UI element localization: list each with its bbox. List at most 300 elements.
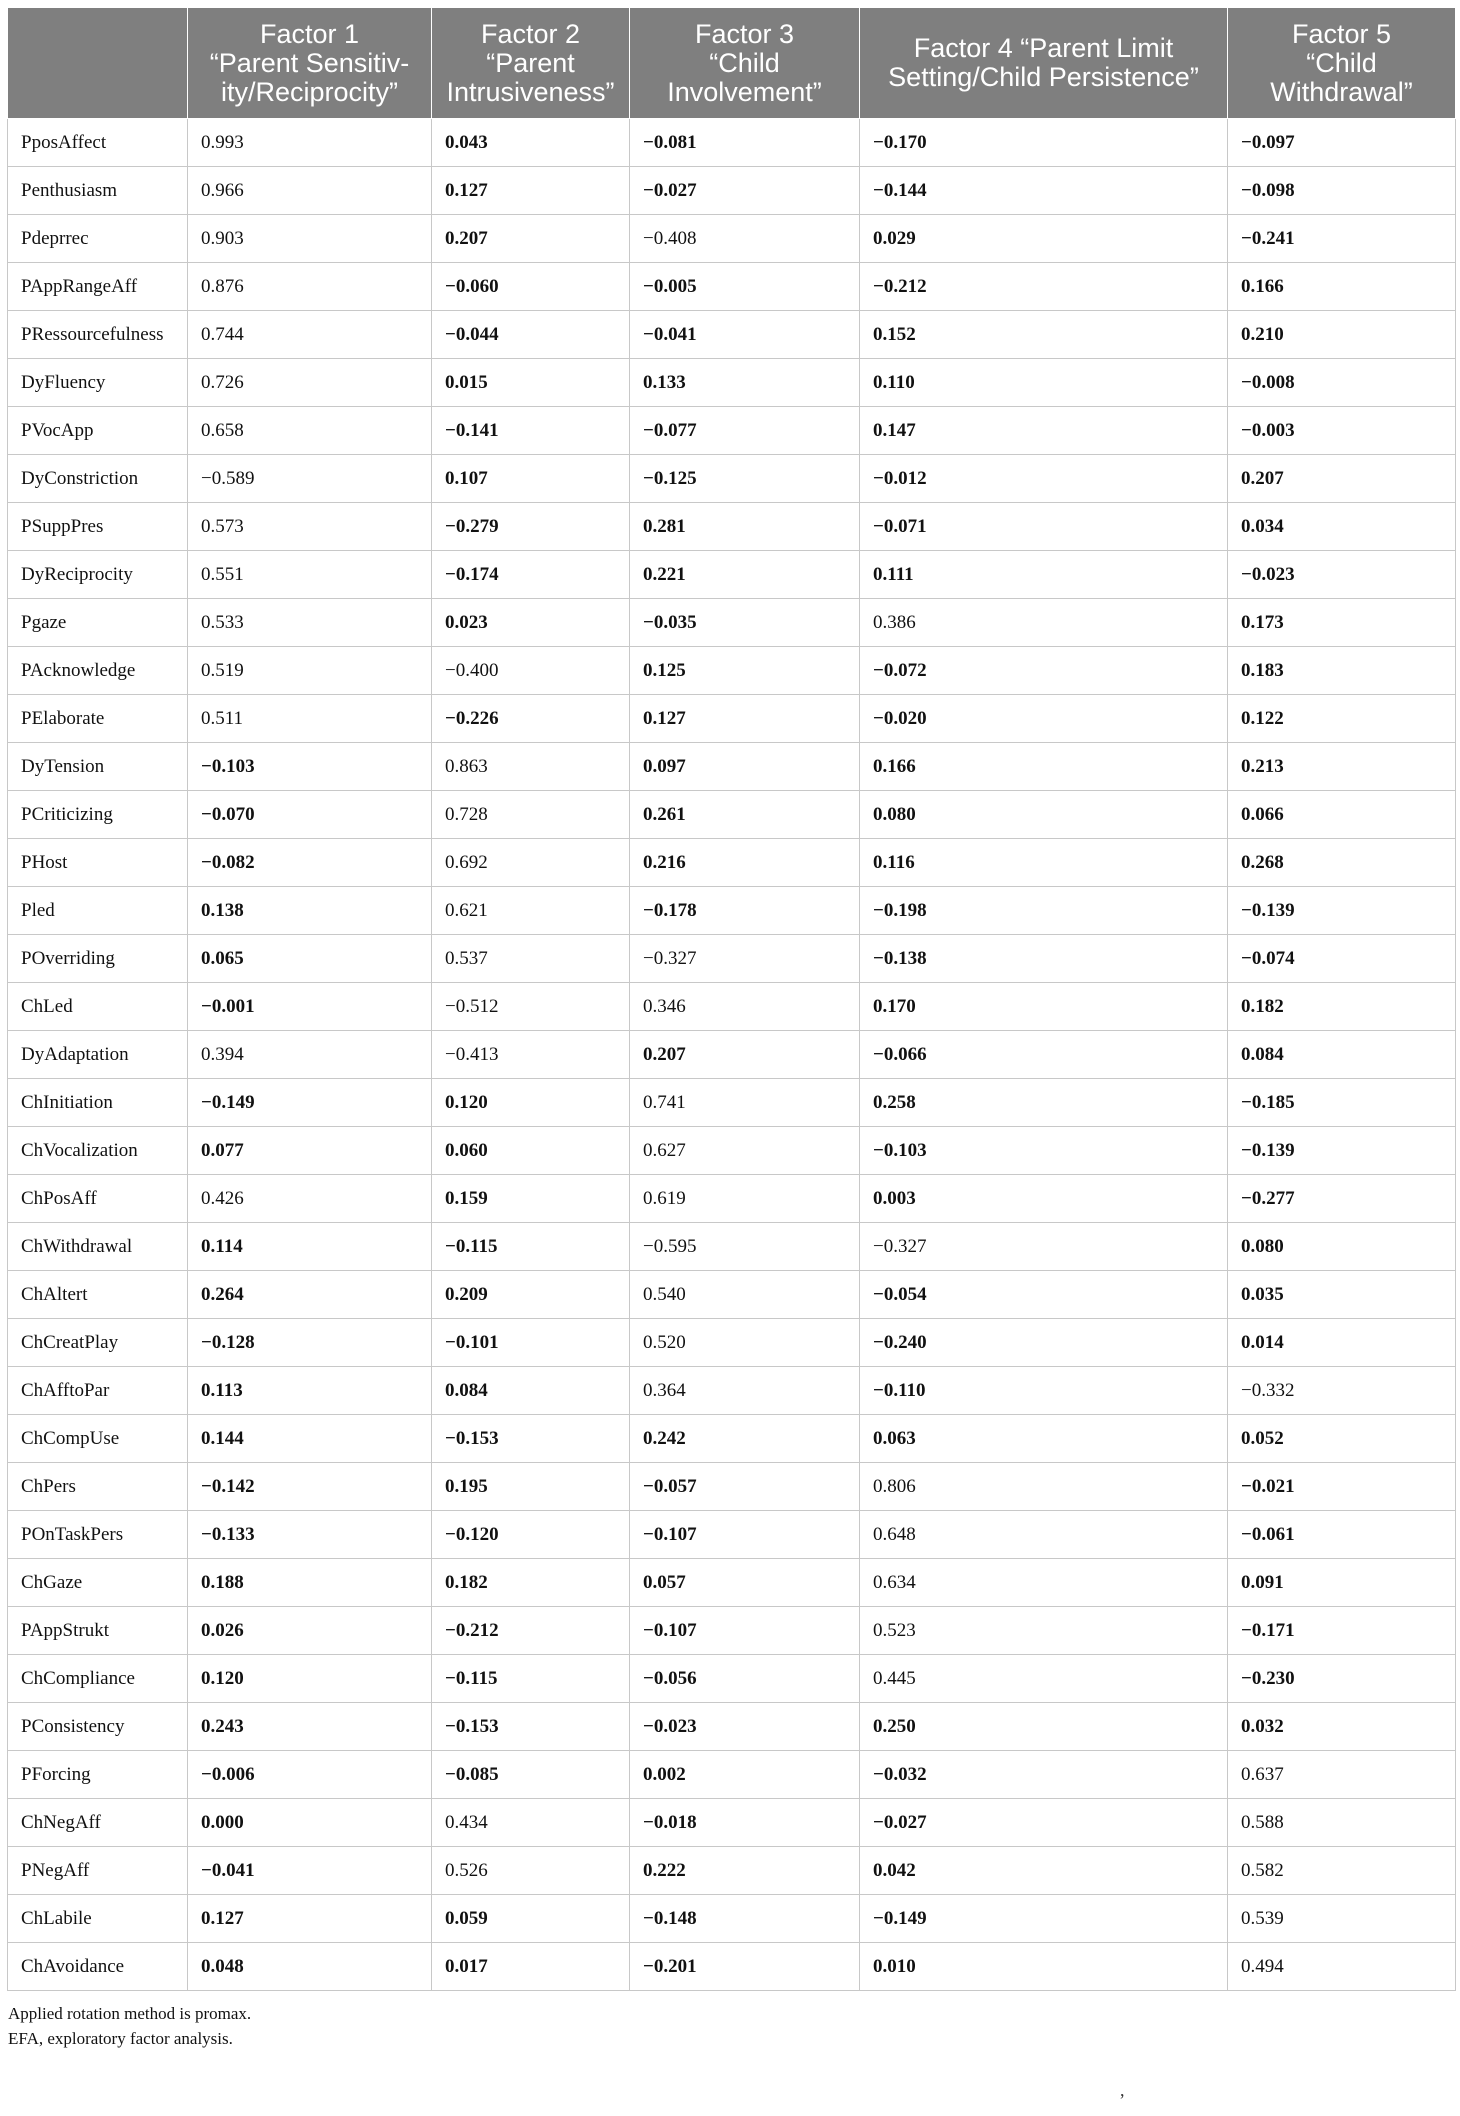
variable-label: ChVocalization (8, 1127, 188, 1175)
loading-cell-factor-3: 0.127 (630, 695, 860, 743)
loading-cell-factor-1: 0.903 (188, 215, 432, 263)
loading-cell-factor-1: 0.519 (188, 647, 432, 695)
loading-cell-factor-3: −0.107 (630, 1511, 860, 1559)
variable-label: ChLabile (8, 1895, 188, 1943)
loading-cell-factor-3: −0.035 (630, 599, 860, 647)
loading-cell-factor-3: 0.242 (630, 1415, 860, 1463)
loading-cell-factor-5: −0.098 (1228, 167, 1456, 215)
loading-cell-factor-4: 0.003 (860, 1175, 1228, 1223)
variable-label: PAppRangeAff (8, 263, 188, 311)
table-row (8, 455, 1456, 503)
header-line: Factor 1 (259, 18, 360, 49)
variable-label: ChInitiation (8, 1079, 188, 1127)
table-row (8, 503, 1456, 551)
variable-label: PCriticizing (8, 791, 188, 839)
loading-cell-factor-1: −0.128 (188, 1319, 432, 1367)
variable-label: ChWithdrawal (8, 1223, 188, 1271)
variable-label: DyReciprocity (8, 551, 188, 599)
table-row (8, 1319, 1456, 1367)
variable-label: PAcknowledge (8, 647, 188, 695)
header-line: Withdrawal” (1270, 76, 1413, 107)
loading-cell-factor-2: 0.863 (432, 743, 630, 791)
header-line: Factor 4 “Parent Limit (913, 33, 1174, 63)
loading-cell-factor-1: −0.149 (188, 1079, 432, 1127)
loading-cell-factor-5: 0.052 (1228, 1415, 1456, 1463)
loading-cell-factor-4: −0.032 (860, 1751, 1228, 1799)
loading-cell-factor-3: −0.018 (630, 1799, 860, 1847)
table-row (8, 263, 1456, 311)
loading-cell-factor-4: 0.010 (860, 1943, 1228, 1991)
loading-cell-factor-2: −0.115 (432, 1223, 630, 1271)
loading-cell-factor-3: 0.281 (630, 503, 860, 551)
table-row (8, 935, 1456, 983)
loading-cell-factor-4: −0.072 (860, 647, 1228, 695)
loading-cell-factor-3: 0.627 (630, 1127, 860, 1175)
variable-label: PSuppPres (8, 503, 188, 551)
loading-cell-factor-3: −0.027 (630, 167, 860, 215)
header-cell-variable (8, 8, 188, 119)
loading-cell-factor-4: 0.080 (860, 791, 1228, 839)
loading-cell-factor-1: 0.144 (188, 1415, 432, 1463)
loading-cell-factor-4: 0.170 (860, 983, 1228, 1031)
loading-cell-factor-3: 0.125 (630, 647, 860, 695)
table-row (8, 119, 1456, 167)
variable-label: DyTension (8, 743, 188, 791)
loading-cell-factor-5: 0.066 (1228, 791, 1456, 839)
loading-cell-factor-3: 0.619 (630, 1175, 860, 1223)
loading-cell-factor-2: 0.159 (432, 1175, 630, 1223)
loading-cell-factor-5: −0.008 (1228, 359, 1456, 407)
loading-cell-factor-5: 0.034 (1228, 503, 1456, 551)
loading-cell-factor-2: −0.279 (432, 503, 630, 551)
loading-cell-factor-1: 0.000 (188, 1799, 432, 1847)
loading-cell-factor-3: 0.222 (630, 1847, 860, 1895)
table-row (8, 407, 1456, 455)
loading-cell-factor-2: −0.400 (432, 647, 630, 695)
loading-cell-factor-4: 0.029 (860, 215, 1228, 263)
loading-cell-factor-5: 0.166 (1228, 263, 1456, 311)
loading-cell-factor-3: −0.178 (630, 887, 860, 935)
table-row (8, 743, 1456, 791)
table-row (8, 1559, 1456, 1607)
loading-cell-factor-1: 0.426 (188, 1175, 432, 1223)
loading-cell-factor-1: 0.993 (188, 119, 432, 167)
loading-cell-factor-2: −0.141 (432, 407, 630, 455)
loading-cell-factor-2: 0.434 (432, 1799, 630, 1847)
loading-cell-factor-4: 0.258 (860, 1079, 1228, 1127)
table-row (8, 1079, 1456, 1127)
loading-cell-factor-2: 0.209 (432, 1271, 630, 1319)
loading-cell-factor-1: −0.070 (188, 791, 432, 839)
loading-cell-factor-1: 0.120 (188, 1655, 432, 1703)
loading-cell-factor-2: 0.120 (432, 1079, 630, 1127)
table-row (8, 887, 1456, 935)
header-cell-factor-2 (432, 8, 630, 119)
table-row (8, 1415, 1456, 1463)
loading-cell-factor-5: −0.061 (1228, 1511, 1456, 1559)
loading-cell-factor-4: 0.634 (860, 1559, 1228, 1607)
header-line: “Child (1306, 47, 1377, 78)
variable-label: POnTaskPers (8, 1511, 188, 1559)
table-row (8, 1943, 1456, 1991)
variable-label: PNegAff (8, 1847, 188, 1895)
table-row (8, 1607, 1456, 1655)
loading-cell-factor-4: 0.648 (860, 1511, 1228, 1559)
header-line: Factor 3 (694, 18, 795, 49)
loading-cell-factor-4: −0.212 (860, 263, 1228, 311)
loading-cell-factor-5: 0.032 (1228, 1703, 1456, 1751)
loading-cell-factor-5: 0.539 (1228, 1895, 1456, 1943)
table-row (8, 1511, 1456, 1559)
variable-label: Pled (8, 887, 188, 935)
loading-cell-factor-1: −0.041 (188, 1847, 432, 1895)
loading-cell-factor-1: 0.114 (188, 1223, 432, 1271)
variable-label: POverriding (8, 935, 188, 983)
loading-cell-factor-5: −0.023 (1228, 551, 1456, 599)
loading-cell-factor-2: −0.413 (432, 1031, 630, 1079)
loading-cell-factor-4: −0.149 (860, 1895, 1228, 1943)
table-row (8, 695, 1456, 743)
loading-cell-factor-4: 0.523 (860, 1607, 1228, 1655)
loading-cell-factor-1: −0.001 (188, 983, 432, 1031)
variable-label: PElaborate (8, 695, 188, 743)
loading-cell-factor-4: −0.054 (860, 1271, 1228, 1319)
loading-cell-factor-5: 0.122 (1228, 695, 1456, 743)
header-line: ity/Reciprocity” (220, 76, 399, 107)
loading-cell-factor-4: 0.042 (860, 1847, 1228, 1895)
variable-label: ChLed (8, 983, 188, 1031)
variable-label: ChCompUse (8, 1415, 188, 1463)
loading-cell-factor-4: 0.152 (860, 311, 1228, 359)
variable-label: PHost (8, 839, 188, 887)
table-row (8, 1463, 1456, 1511)
loading-cell-factor-2: −0.212 (432, 1607, 630, 1655)
loading-cell-factor-4: −0.103 (860, 1127, 1228, 1175)
table-row (8, 1175, 1456, 1223)
loading-cell-factor-4: −0.144 (860, 167, 1228, 215)
loading-cell-factor-1: −0.589 (188, 455, 432, 503)
loading-cell-factor-3: 0.133 (630, 359, 860, 407)
loading-cell-factor-2: 0.127 (432, 167, 630, 215)
loading-cell-factor-4: −0.012 (860, 455, 1228, 503)
loading-cell-factor-4: 0.250 (860, 1703, 1228, 1751)
loading-cell-factor-3: 0.346 (630, 983, 860, 1031)
loading-cell-factor-2: −0.512 (432, 983, 630, 1031)
loading-cell-factor-4: −0.110 (860, 1367, 1228, 1415)
loading-cell-factor-2: 0.084 (432, 1367, 630, 1415)
loading-cell-factor-4: 0.110 (860, 359, 1228, 407)
loading-cell-factor-5: 0.173 (1228, 599, 1456, 647)
loading-cell-factor-3: 0.002 (630, 1751, 860, 1799)
variable-label: ChPers (8, 1463, 188, 1511)
loading-cell-factor-2: 0.017 (432, 1943, 630, 1991)
loading-cell-factor-2: 0.043 (432, 119, 630, 167)
loading-cell-factor-2: 0.537 (432, 935, 630, 983)
loading-cell-factor-2: 0.059 (432, 1895, 630, 1943)
loading-cell-factor-3: −0.005 (630, 263, 860, 311)
loading-cell-factor-1: −0.103 (188, 743, 432, 791)
loading-cell-factor-1: −0.133 (188, 1511, 432, 1559)
variable-label: PRessourcefulness (8, 311, 188, 359)
variable-label: DyConstriction (8, 455, 188, 503)
variable-label: ChCreatPlay (8, 1319, 188, 1367)
loading-cell-factor-2: 0.195 (432, 1463, 630, 1511)
loading-cell-factor-2: 0.182 (432, 1559, 630, 1607)
loading-cell-factor-5: −0.139 (1228, 887, 1456, 935)
variable-label: ChGaze (8, 1559, 188, 1607)
note-abbreviation: EFA, exploratory factor analysis. (8, 2029, 233, 2048)
loading-cell-factor-1: −0.142 (188, 1463, 432, 1511)
loading-cell-factor-3: 0.057 (630, 1559, 860, 1607)
loading-cell-factor-2: −0.060 (432, 263, 630, 311)
loading-cell-factor-4: −0.138 (860, 935, 1228, 983)
table-row (8, 1703, 1456, 1751)
loading-cell-factor-5: 0.182 (1228, 983, 1456, 1031)
loading-cell-factor-5: 0.637 (1228, 1751, 1456, 1799)
loading-cell-factor-1: 0.264 (188, 1271, 432, 1319)
loading-cell-factor-4: −0.327 (860, 1223, 1228, 1271)
loading-cell-factor-5: 0.207 (1228, 455, 1456, 503)
loading-cell-factor-5: −0.171 (1228, 1607, 1456, 1655)
loading-cell-factor-1: 0.744 (188, 311, 432, 359)
loading-cell-factor-1: 0.876 (188, 263, 432, 311)
table-row (8, 839, 1456, 887)
header-line: “Child (709, 47, 780, 78)
variable-label: DyFluency (8, 359, 188, 407)
loading-cell-factor-1: 0.188 (188, 1559, 432, 1607)
loading-cell-factor-1: 0.658 (188, 407, 432, 455)
loading-cell-factor-5: 0.494 (1228, 1943, 1456, 1991)
table-row (8, 1799, 1456, 1847)
table-body (8, 119, 1456, 1991)
loading-cell-factor-3: 0.261 (630, 791, 860, 839)
loading-cell-factor-2: 0.015 (432, 359, 630, 407)
stray-mark: , (1120, 2080, 1125, 2100)
loading-cell-factor-3: −0.125 (630, 455, 860, 503)
loading-cell-factor-3: −0.041 (630, 311, 860, 359)
loading-cell-factor-4: −0.198 (860, 887, 1228, 935)
loading-cell-factor-2: −0.101 (432, 1319, 630, 1367)
header-line: “Parent Sensitiv- (209, 47, 410, 78)
loading-cell-factor-5: 0.582 (1228, 1847, 1456, 1895)
table-row (8, 167, 1456, 215)
loading-cell-factor-5: 0.080 (1228, 1223, 1456, 1271)
table-row (8, 1367, 1456, 1415)
table-notes (7, 2001, 1455, 2051)
loading-cell-factor-3: −0.056 (630, 1655, 860, 1703)
variable-label: PVocApp (8, 407, 188, 455)
loading-cell-factor-2: 0.023 (432, 599, 630, 647)
loading-cell-factor-2: 0.692 (432, 839, 630, 887)
loading-cell-factor-3: −0.023 (630, 1703, 860, 1751)
loading-cell-factor-3: −0.057 (630, 1463, 860, 1511)
loading-cell-factor-5: −0.230 (1228, 1655, 1456, 1703)
table-row (8, 1847, 1456, 1895)
loading-cell-factor-5: −0.097 (1228, 119, 1456, 167)
variable-label: PAppStrukt (8, 1607, 188, 1655)
table-row (8, 647, 1456, 695)
loading-cell-factor-4: 0.063 (860, 1415, 1228, 1463)
variable-label: ChAvoidance (8, 1943, 188, 1991)
table-row (8, 215, 1456, 263)
loading-cell-factor-3: 0.221 (630, 551, 860, 599)
loading-cell-factor-5: −0.277 (1228, 1175, 1456, 1223)
variable-label: Penthusiasm (8, 167, 188, 215)
loading-cell-factor-3: 0.741 (630, 1079, 860, 1127)
factor-loadings-table (7, 7, 1456, 1991)
loading-cell-factor-2: 0.207 (432, 215, 630, 263)
header-cell-factor-1 (188, 8, 432, 119)
header-line: Factor 2 (480, 18, 581, 49)
loading-cell-factor-1: 0.573 (188, 503, 432, 551)
header-row (8, 8, 1456, 119)
loading-cell-factor-1: 0.726 (188, 359, 432, 407)
variable-label: ChCompliance (8, 1655, 188, 1703)
loading-cell-factor-1: 0.966 (188, 167, 432, 215)
header-line: Factor 5 (1291, 18, 1392, 49)
variable-label: Pgaze (8, 599, 188, 647)
loading-cell-factor-5: 0.268 (1228, 839, 1456, 887)
variable-label: ChAfftoPar (8, 1367, 188, 1415)
loading-cell-factor-2: −0.085 (432, 1751, 630, 1799)
loading-cell-factor-1: 0.113 (188, 1367, 432, 1415)
loading-cell-factor-1: −0.082 (188, 839, 432, 887)
loading-cell-factor-5: −0.185 (1228, 1079, 1456, 1127)
loading-cell-factor-2: −0.115 (432, 1655, 630, 1703)
header-cell-factor-5 (1228, 8, 1456, 119)
loading-cell-factor-2: 0.107 (432, 455, 630, 503)
loading-cell-factor-2: 0.728 (432, 791, 630, 839)
loading-cell-factor-1: 0.533 (188, 599, 432, 647)
loading-cell-factor-1: 0.127 (188, 1895, 432, 1943)
loading-cell-factor-4: 0.445 (860, 1655, 1228, 1703)
loading-cell-factor-3: 0.216 (630, 839, 860, 887)
loading-cell-factor-1: 0.026 (188, 1607, 432, 1655)
variable-label: ChPosAff (8, 1175, 188, 1223)
loading-cell-factor-4: −0.020 (860, 695, 1228, 743)
table-row (8, 791, 1456, 839)
loading-cell-factor-3: 0.097 (630, 743, 860, 791)
table-row (8, 1031, 1456, 1079)
loading-cell-factor-3: −0.077 (630, 407, 860, 455)
table-row (8, 1223, 1456, 1271)
table-row (8, 983, 1456, 1031)
loading-cell-factor-4: 0.806 (860, 1463, 1228, 1511)
loading-cell-factor-2: −0.153 (432, 1703, 630, 1751)
table-row (8, 1271, 1456, 1319)
loading-cell-factor-2: 0.526 (432, 1847, 630, 1895)
header-line: Involvement” (667, 76, 822, 107)
header-cell-factor-3 (630, 8, 860, 119)
loading-cell-factor-5: 0.014 (1228, 1319, 1456, 1367)
loading-cell-factor-3: −0.201 (630, 1943, 860, 1991)
table-row (8, 1895, 1456, 1943)
table-row (8, 1127, 1456, 1175)
header-line: Setting/Child Persistence” (888, 62, 1199, 92)
loading-cell-factor-4: 0.386 (860, 599, 1228, 647)
loading-cell-factor-3: −0.408 (630, 215, 860, 263)
loading-cell-factor-3: −0.148 (630, 1895, 860, 1943)
loading-cell-factor-4: 0.111 (860, 551, 1228, 599)
loading-cell-factor-1: 0.511 (188, 695, 432, 743)
loading-cell-factor-4: −0.170 (860, 119, 1228, 167)
loading-cell-factor-1: 0.077 (188, 1127, 432, 1175)
loading-cell-factor-3: −0.327 (630, 935, 860, 983)
loading-cell-factor-1: 0.551 (188, 551, 432, 599)
loading-cell-factor-4: 0.116 (860, 839, 1228, 887)
loading-cell-factor-4: 0.166 (860, 743, 1228, 791)
loading-cell-factor-5: 0.183 (1228, 647, 1456, 695)
loading-cell-factor-3: 0.364 (630, 1367, 860, 1415)
table-row (8, 1655, 1456, 1703)
loading-cell-factor-1: 0.048 (188, 1943, 432, 1991)
loading-cell-factor-2: 0.621 (432, 887, 630, 935)
loading-cell-factor-5: −0.074 (1228, 935, 1456, 983)
table-header (8, 8, 1456, 119)
table-row (8, 359, 1456, 407)
loading-cell-factor-5: 0.213 (1228, 743, 1456, 791)
header-line: Intrusiveness” (446, 76, 615, 107)
loading-cell-factor-2: 0.060 (432, 1127, 630, 1175)
header-line: “Parent (486, 47, 575, 78)
loading-cell-factor-2: −0.226 (432, 695, 630, 743)
variable-label: PForcing (8, 1751, 188, 1799)
loading-cell-factor-2: −0.153 (432, 1415, 630, 1463)
factor-loadings-document (7, 7, 1455, 2051)
loading-cell-factor-1: 0.243 (188, 1703, 432, 1751)
loading-cell-factor-5: −0.241 (1228, 215, 1456, 263)
variable-label: ChAltert (8, 1271, 188, 1319)
loading-cell-factor-1: −0.006 (188, 1751, 432, 1799)
loading-cell-factor-5: 0.035 (1228, 1271, 1456, 1319)
loading-cell-factor-5: 0.210 (1228, 311, 1456, 359)
loading-cell-factor-1: 0.065 (188, 935, 432, 983)
loading-cell-factor-3: 0.520 (630, 1319, 860, 1367)
loading-cell-factor-1: 0.138 (188, 887, 432, 935)
loading-cell-factor-3: −0.595 (630, 1223, 860, 1271)
loading-cell-factor-2: −0.044 (432, 311, 630, 359)
loading-cell-factor-3: −0.107 (630, 1607, 860, 1655)
loading-cell-factor-5: 0.588 (1228, 1799, 1456, 1847)
variable-label: ChNegAff (8, 1799, 188, 1847)
variable-label: Pdeprrec (8, 215, 188, 263)
table-row (8, 599, 1456, 647)
loading-cell-factor-1: 0.394 (188, 1031, 432, 1079)
loading-cell-factor-5: −0.003 (1228, 407, 1456, 455)
loading-cell-factor-4: −0.066 (860, 1031, 1228, 1079)
loading-cell-factor-4: −0.071 (860, 503, 1228, 551)
note-rotation: Applied rotation method is promax. (8, 2004, 252, 2023)
loading-cell-factor-4: 0.147 (860, 407, 1228, 455)
loading-cell-factor-5: −0.139 (1228, 1127, 1456, 1175)
loading-cell-factor-4: −0.240 (860, 1319, 1228, 1367)
variable-label: DyAdaptation (8, 1031, 188, 1079)
table-row (8, 311, 1456, 359)
loading-cell-factor-3: 0.207 (630, 1031, 860, 1079)
loading-cell-factor-2: −0.120 (432, 1511, 630, 1559)
loading-cell-factor-5: 0.091 (1228, 1559, 1456, 1607)
loading-cell-factor-2: −0.174 (432, 551, 630, 599)
table-row (8, 551, 1456, 599)
loading-cell-factor-3: −0.081 (630, 119, 860, 167)
loading-cell-factor-5: −0.332 (1228, 1367, 1456, 1415)
table-row (8, 1751, 1456, 1799)
loading-cell-factor-5: −0.021 (1228, 1463, 1456, 1511)
variable-label: PposAffect (8, 119, 188, 167)
loading-cell-factor-3: 0.540 (630, 1271, 860, 1319)
header-cell-factor-4 (860, 8, 1228, 119)
loading-cell-factor-5: 0.084 (1228, 1031, 1456, 1079)
